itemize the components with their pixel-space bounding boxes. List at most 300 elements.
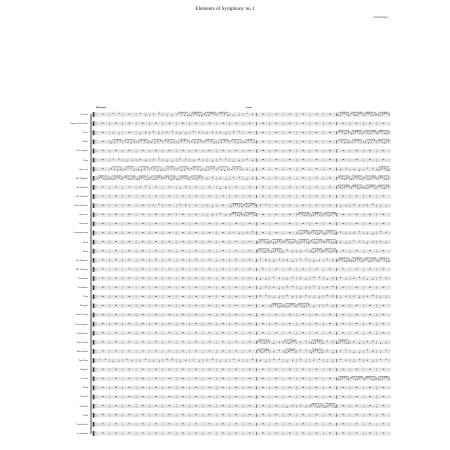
measure — [139, 131, 146, 135]
measure — [369, 405, 371, 406]
measure — [124, 166, 134, 171]
measure — [262, 196, 264, 197]
measure — [289, 141, 291, 142]
measure — [209, 396, 211, 397]
measure — [262, 214, 264, 215]
measure — [302, 187, 304, 188]
measure — [115, 296, 117, 297]
measure — [129, 114, 131, 115]
measure — [329, 132, 331, 133]
measure — [182, 296, 184, 297]
measure — [195, 405, 197, 406]
measure — [257, 239, 269, 244]
measure — [276, 150, 278, 151]
measure — [313, 304, 320, 308]
measure — [182, 433, 184, 434]
measure — [102, 250, 104, 251]
measure — [342, 424, 344, 425]
measure — [329, 205, 331, 206]
measure — [169, 123, 171, 124]
measure — [356, 433, 358, 434]
measure — [316, 414, 318, 415]
staff — [92, 331, 390, 336]
measure — [102, 396, 104, 397]
measure — [235, 405, 237, 406]
measure — [102, 205, 104, 206]
measure — [316, 323, 318, 324]
measure — [235, 287, 237, 288]
measure — [182, 241, 184, 242]
measure — [342, 214, 344, 215]
measure — [142, 205, 144, 206]
measure — [289, 269, 291, 270]
measure — [169, 187, 171, 188]
measure — [342, 223, 344, 224]
measure — [329, 114, 331, 115]
measure — [222, 323, 224, 324]
staff-label: Trombone — [77, 276, 88, 280]
measure — [369, 433, 371, 434]
measure — [182, 369, 184, 370]
measure — [142, 369, 144, 370]
measure — [222, 396, 224, 397]
measure — [195, 287, 197, 288]
measure — [327, 257, 334, 261]
measure — [329, 433, 331, 434]
measure — [155, 424, 157, 425]
measure — [289, 150, 291, 151]
staff-label: Bb Clarinet — [76, 185, 88, 189]
measure — [276, 114, 278, 115]
measure — [356, 214, 358, 215]
measure — [260, 257, 267, 261]
measure — [382, 305, 384, 306]
measure — [222, 278, 224, 279]
measure — [273, 295, 280, 298]
staff — [92, 149, 390, 154]
measure — [329, 141, 331, 142]
measure — [182, 287, 184, 288]
measure — [115, 287, 117, 288]
measure — [249, 260, 251, 261]
measure — [382, 196, 384, 197]
measure — [209, 314, 211, 315]
measure — [289, 433, 291, 434]
measure — [129, 369, 131, 370]
measure — [342, 287, 344, 288]
measure — [316, 114, 318, 115]
staff — [92, 229, 390, 235]
measure — [276, 369, 278, 370]
measure — [316, 433, 318, 434]
measure — [126, 158, 133, 162]
measure — [382, 214, 384, 215]
measure — [209, 414, 211, 415]
measure — [271, 239, 283, 244]
measure — [382, 405, 384, 406]
measure — [151, 166, 161, 171]
measure — [142, 424, 144, 425]
measure — [262, 396, 264, 397]
measure — [367, 240, 374, 244]
measure — [249, 351, 251, 352]
measure — [233, 113, 240, 116]
measure — [129, 278, 131, 279]
measure — [249, 433, 251, 434]
staff — [92, 175, 390, 181]
measure — [276, 223, 278, 224]
staff — [92, 202, 390, 208]
measure — [249, 223, 251, 224]
measure — [233, 175, 240, 178]
measure — [249, 323, 251, 324]
measure — [169, 250, 171, 251]
measure — [340, 294, 347, 298]
measure — [129, 132, 131, 133]
measure — [316, 132, 318, 133]
staff-label: Violin II — [79, 404, 88, 408]
measure — [209, 424, 211, 425]
measure — [313, 295, 320, 298]
measure — [316, 196, 318, 197]
measure — [195, 123, 197, 124]
measure — [142, 387, 144, 388]
measure — [382, 314, 384, 315]
measure — [286, 258, 293, 262]
measure — [155, 287, 157, 288]
measure — [340, 204, 347, 208]
measure — [329, 323, 331, 324]
measure — [262, 405, 264, 406]
measure — [155, 232, 157, 233]
measure — [276, 123, 278, 124]
measure — [142, 260, 144, 261]
measure — [222, 351, 224, 352]
measure — [380, 341, 387, 344]
measure — [182, 405, 184, 406]
measure — [342, 250, 344, 251]
measure — [222, 378, 224, 379]
measure — [222, 232, 224, 233]
measure — [276, 387, 278, 388]
measure — [169, 232, 171, 233]
staff-label: Bb Trumpet — [75, 258, 88, 262]
measure — [329, 196, 331, 197]
measure — [356, 287, 358, 288]
measure — [276, 132, 278, 133]
staff-label: Bass Drum — [76, 340, 88, 344]
measure — [115, 187, 117, 188]
measure — [102, 123, 104, 124]
measure — [369, 150, 371, 151]
measure — [249, 150, 251, 151]
measure — [195, 369, 197, 370]
staff — [92, 111, 390, 117]
measure — [273, 340, 280, 344]
measure — [155, 378, 157, 379]
measure — [286, 404, 293, 408]
measure — [235, 250, 237, 251]
measure — [382, 323, 384, 324]
measure — [316, 378, 318, 379]
measure — [129, 123, 131, 124]
measure — [300, 357, 307, 361]
measure — [169, 342, 171, 343]
measure — [342, 123, 344, 124]
measure — [369, 223, 371, 224]
measure — [115, 223, 117, 224]
measure — [249, 287, 251, 288]
measure — [233, 158, 240, 162]
measure — [206, 357, 213, 361]
measure — [142, 250, 144, 251]
measure — [115, 424, 117, 425]
measure — [222, 123, 224, 124]
measure — [153, 130, 160, 134]
measure — [286, 275, 293, 279]
staff — [92, 239, 390, 245]
measure — [195, 250, 197, 251]
measure — [382, 269, 384, 270]
measure — [276, 269, 278, 270]
measure — [342, 314, 344, 315]
measure — [155, 305, 157, 306]
measure — [182, 424, 184, 425]
staff-label: Soprano Recorder — [69, 122, 88, 126]
measure — [342, 305, 344, 306]
measure — [142, 323, 144, 324]
measure — [195, 314, 197, 315]
measure — [190, 111, 202, 116]
measure — [142, 214, 144, 215]
staff-label: Tuba — [82, 295, 88, 299]
measure — [276, 424, 278, 425]
measure — [155, 433, 157, 434]
measure — [249, 241, 251, 242]
measure — [113, 359, 120, 362]
staff-label: Flute — [82, 131, 88, 135]
measure — [195, 433, 197, 434]
staff — [92, 257, 390, 263]
measure — [115, 396, 117, 397]
measure — [302, 269, 304, 270]
measure — [342, 414, 344, 415]
staff — [92, 313, 390, 318]
measure — [206, 158, 213, 162]
measure — [382, 150, 384, 151]
measure — [249, 250, 251, 251]
measure — [337, 339, 349, 344]
measure — [302, 123, 304, 124]
measure — [329, 332, 331, 333]
measure — [273, 257, 280, 261]
measure — [382, 332, 384, 333]
measure — [235, 323, 237, 324]
measure — [316, 332, 318, 333]
measure — [249, 269, 251, 270]
measure — [209, 305, 211, 306]
measure — [222, 250, 224, 251]
measure — [129, 287, 131, 288]
measure — [382, 369, 384, 370]
measure — [182, 332, 184, 333]
measure — [262, 168, 264, 169]
measure — [220, 211, 227, 215]
measure — [316, 223, 318, 224]
measure — [222, 414, 224, 415]
measure — [329, 123, 331, 124]
measure — [155, 123, 157, 124]
measure — [142, 232, 144, 233]
measure — [382, 250, 384, 251]
staff — [92, 322, 390, 327]
measure — [222, 223, 224, 224]
measure — [169, 260, 171, 261]
measure — [369, 396, 371, 397]
measure — [129, 351, 131, 352]
measure — [102, 305, 104, 306]
measure — [329, 187, 331, 188]
measure — [139, 111, 146, 115]
measure — [138, 138, 148, 143]
measure — [356, 159, 358, 160]
measure — [129, 433, 131, 434]
measure — [356, 223, 358, 224]
measure — [222, 196, 224, 197]
measure — [102, 159, 104, 160]
measure — [169, 241, 171, 242]
measure — [289, 159, 291, 160]
measure — [249, 278, 251, 279]
measure — [155, 396, 157, 397]
staff — [92, 267, 390, 272]
measure — [302, 433, 304, 434]
measure — [150, 175, 162, 180]
measure — [195, 387, 197, 388]
measure — [356, 387, 358, 388]
measure — [169, 396, 171, 397]
measure — [139, 157, 146, 161]
measure — [182, 260, 184, 261]
measure — [356, 269, 358, 270]
staff — [92, 184, 390, 190]
staff-label: Violoncello — [76, 422, 88, 426]
measure — [102, 168, 104, 169]
measure — [129, 414, 131, 415]
measure — [235, 305, 237, 306]
measure — [195, 323, 197, 324]
measure — [327, 339, 334, 342]
measure — [276, 159, 278, 160]
measure — [273, 348, 280, 352]
measure — [382, 159, 384, 160]
measure — [115, 387, 117, 388]
measure — [142, 123, 144, 124]
measure — [195, 351, 197, 352]
staff-label: Violin I — [80, 395, 88, 399]
measure — [209, 269, 211, 270]
measure — [142, 296, 144, 297]
measure — [329, 178, 331, 179]
measure — [155, 223, 157, 224]
measure — [356, 414, 358, 415]
measure — [182, 269, 184, 270]
measure — [316, 168, 318, 169]
measure — [169, 433, 171, 434]
measure — [289, 323, 291, 324]
measure — [300, 293, 307, 297]
measure — [378, 257, 390, 262]
measure — [169, 424, 171, 425]
measure — [380, 348, 387, 352]
measure — [235, 424, 237, 425]
measure — [182, 396, 184, 397]
measure — [195, 241, 197, 242]
measure — [129, 332, 131, 333]
measure — [222, 342, 224, 343]
measure — [289, 123, 291, 124]
measure — [222, 433, 224, 434]
measure — [195, 269, 197, 270]
measure — [222, 287, 224, 288]
measure — [180, 157, 187, 161]
measure — [382, 123, 384, 124]
measure — [115, 232, 117, 233]
measure — [316, 314, 318, 315]
measure — [262, 223, 264, 224]
measure — [195, 150, 197, 151]
measure — [155, 296, 157, 297]
measure — [169, 351, 171, 352]
measure — [342, 369, 344, 370]
measure — [313, 258, 320, 262]
measure — [155, 250, 157, 251]
measure — [115, 351, 117, 352]
measure — [369, 387, 371, 388]
measure — [182, 278, 184, 279]
measure — [195, 232, 197, 233]
measure — [195, 332, 197, 333]
measure — [316, 269, 318, 270]
measure — [262, 433, 264, 434]
measure — [142, 378, 144, 379]
measure — [115, 241, 117, 242]
measure — [289, 114, 291, 115]
measure — [356, 332, 358, 333]
measure — [329, 414, 331, 415]
measure — [300, 248, 307, 252]
measure — [142, 287, 144, 288]
measure — [102, 132, 104, 133]
measure — [102, 405, 104, 406]
measure — [115, 314, 117, 315]
measure — [235, 150, 237, 151]
measure — [209, 278, 211, 279]
staff — [92, 357, 390, 363]
staff-label: Contrabassoon — [73, 231, 88, 235]
staff-label: Triangle — [79, 368, 88, 372]
measure — [276, 378, 278, 379]
measure — [235, 269, 237, 270]
measure — [245, 138, 255, 142]
measure — [169, 278, 171, 279]
measure — [113, 157, 120, 160]
measure — [129, 260, 131, 261]
measure — [115, 196, 117, 197]
measure — [169, 205, 171, 206]
measure — [367, 293, 374, 297]
measure — [289, 387, 291, 388]
